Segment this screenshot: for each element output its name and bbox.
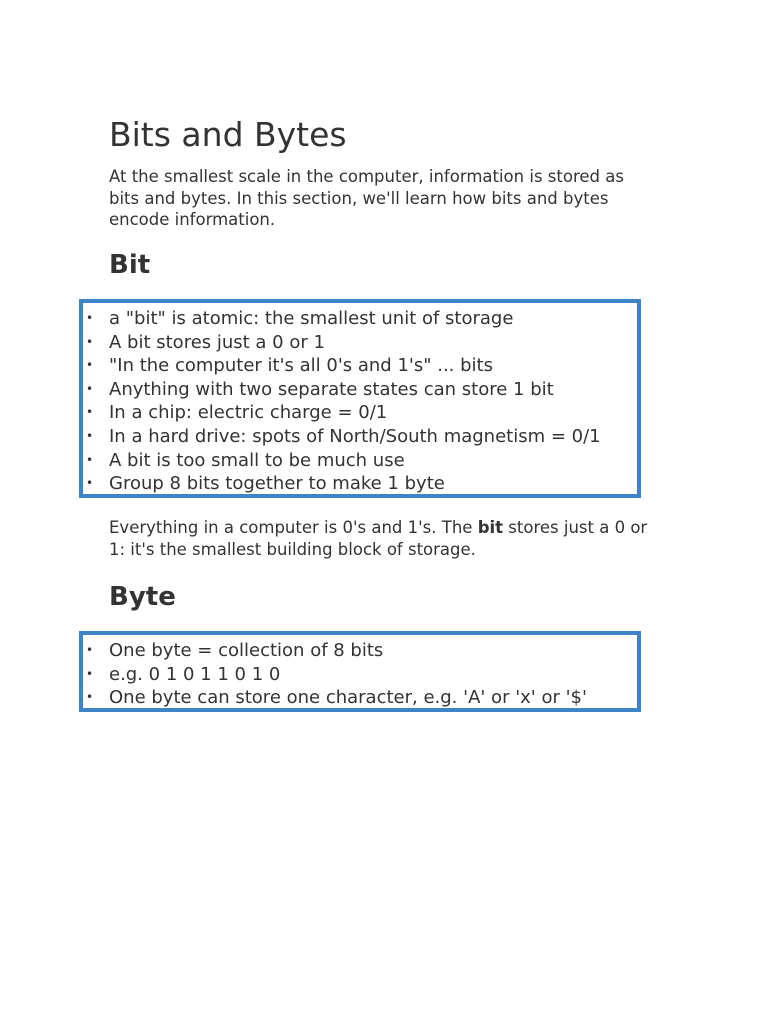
byte-bullet-box [79,631,641,712]
bullet-icon: • [86,405,94,420]
bit-description-bold: bit [477,518,504,537]
list-item [83,307,637,331]
bullet-icon: • [86,311,94,325]
list-item [83,401,637,425]
list-item-text: A bit is too small to be much use [109,449,405,471]
list-item-text: Group 8 bits together to make 1 byte [109,473,445,495]
byte-heading: Byte [109,582,176,612]
list-item-text: One byte can store one character, e.g. 'A' or 'x' or '$' [109,687,587,709]
bullet-icon: • [86,334,94,349]
bit-description-text-start: Everything in a computer is 0's and 1's. The [109,518,478,537]
list-item-text: "In the computer it's all 0's and 1's" ... bits [109,355,493,377]
list-item [83,663,637,687]
list-item [83,331,637,355]
bullet-icon: • [86,428,94,443]
bit-description-paragraph [109,517,654,560]
page-title: Bits and Bytes [109,115,347,154]
bullet-icon: • [86,643,94,657]
list-item [83,378,637,402]
list-item-text: a "bit" is atomic: the smallest unit of storage [109,308,514,329]
bit-heading: Bit [109,250,151,280]
list-item-text: e.g. 0 1 0 1 1 0 1 0 [109,663,281,685]
list-item [83,354,637,378]
bullet-icon: • [86,666,94,681]
bullet-icon: • [86,381,94,396]
bullet-icon: • [86,476,94,491]
list-item [83,425,637,449]
list-item-text: Anything with two separate states can store 1 bit [109,378,554,400]
list-item-text: One byte = collection of 8 bits [109,640,384,661]
list-item-text: In a hard drive: spots of North/South magnetism = 0/1 [109,425,601,447]
list-item [83,449,637,473]
intro-paragraph: At the smallest scale in the computer, information is stored as bits and bytes. In this section, we'll learn how bits and bytes encode information. [109,167,624,229]
list-item-text: In a chip: electric charge = 0/1 [109,402,388,424]
bit-description-text-end: stores just a 0 or 1: it's the smallest building block of storage. [109,518,648,559]
list-item [83,472,637,496]
list-item-text: A bit stores just a 0 or 1 [109,331,325,353]
bullet-icon: • [86,358,94,373]
list-item [83,686,637,710]
bullet-icon: • [86,452,94,467]
bit-bullet-box [79,299,641,498]
list-item [83,639,637,663]
bullet-icon: • [86,690,94,705]
